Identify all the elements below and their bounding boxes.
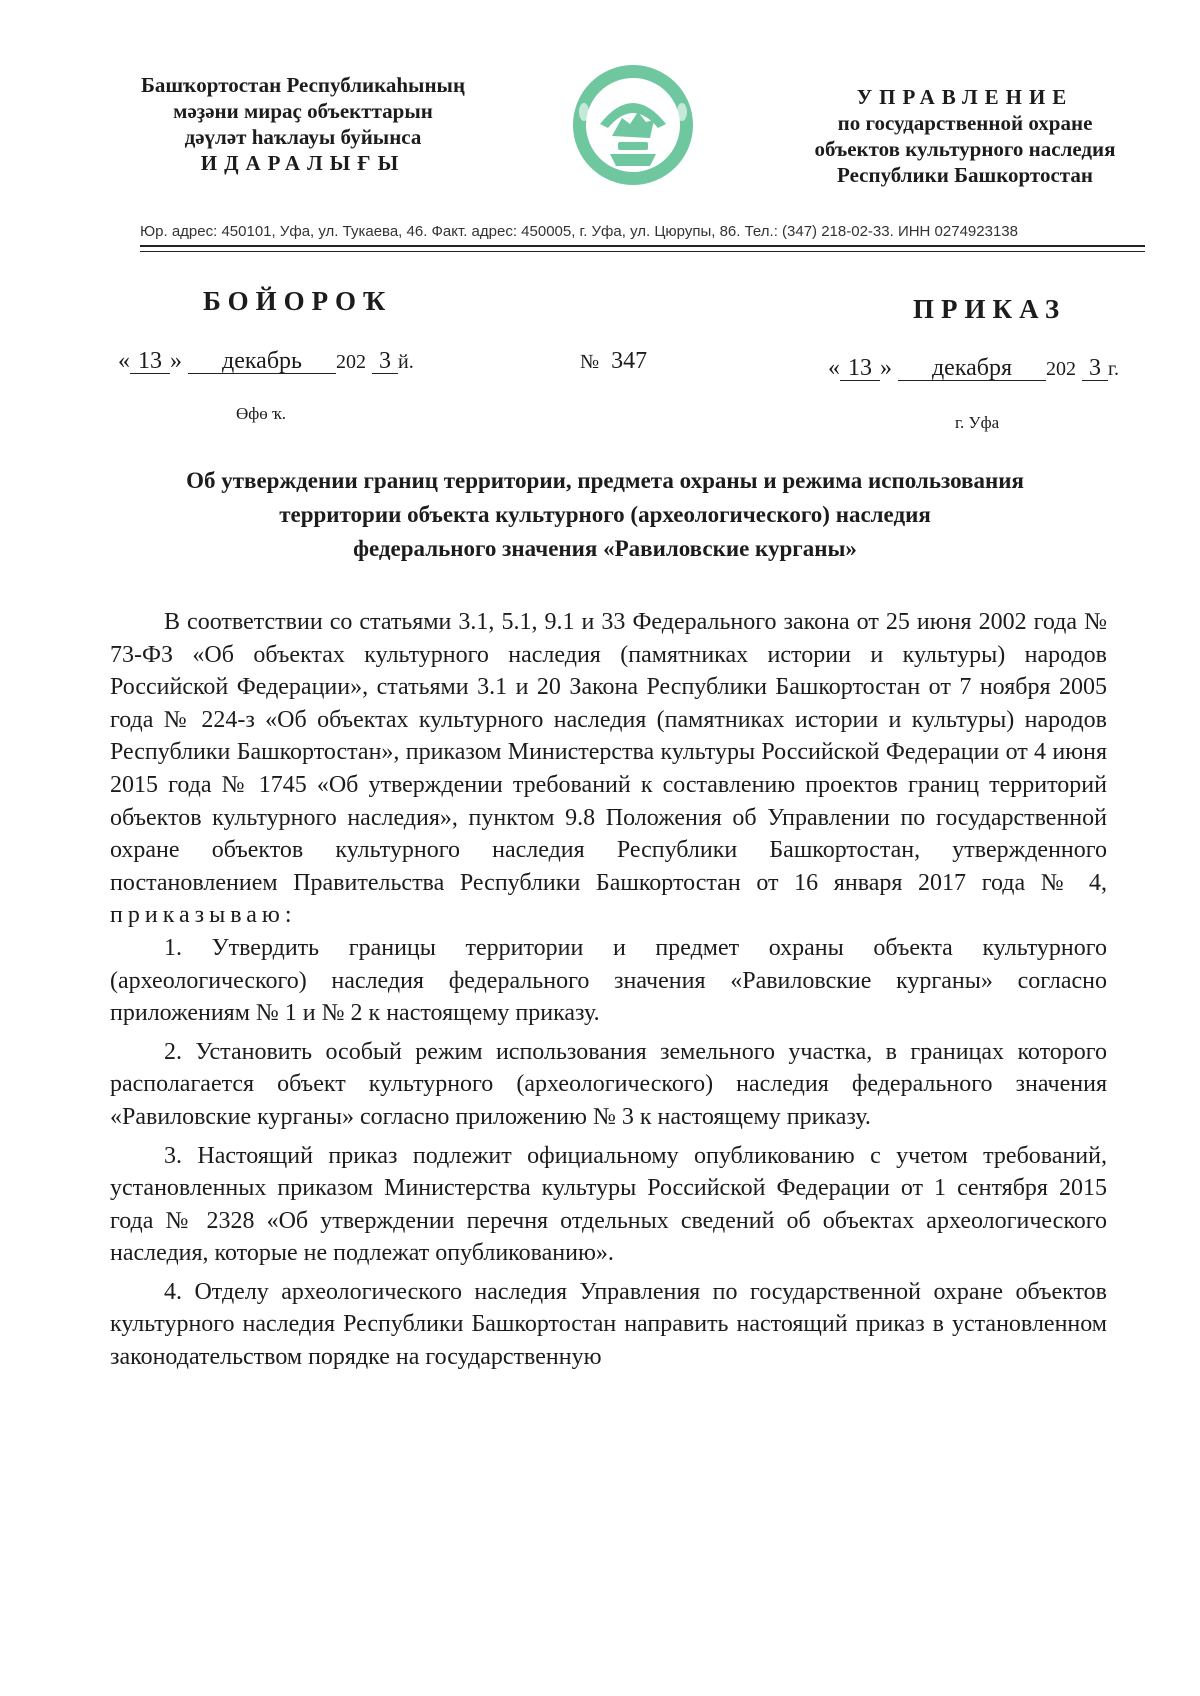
header-left-line-2: мәҙәни мираҫ объекттарын	[173, 99, 433, 123]
document-title-line-3: федерального значения «Равиловские курганы»	[353, 536, 857, 561]
date-ba-close: »	[170, 348, 182, 374]
document-body	[110, 606, 1107, 1374]
date-ba-open: «	[118, 348, 130, 374]
date-ba-year-prefix: 202	[336, 351, 366, 373]
header-divider	[140, 245, 1145, 247]
header-left-line-1: Башҡортостан Республикаһының	[140, 73, 466, 97]
item-1: 1. Утвердить границы территории и предмет охраны объекта культурного (археологического) наследия федерального значения «Равиловские курганы» согласно приложениям № 1 и № 2 к настоящему приказу.	[110, 934, 1107, 1027]
header-divider-thin	[140, 251, 1145, 252]
date-ru	[828, 355, 1119, 382]
order-number-block	[580, 348, 647, 375]
date-ba-year-digit: 3	[372, 349, 398, 374]
date-ba	[118, 348, 414, 375]
date-ru-day: 13	[840, 356, 880, 381]
number-sign: №	[580, 351, 600, 373]
header-right-line-2: по государственной охране	[837, 111, 1093, 135]
order-number: 347	[611, 348, 648, 374]
date-ba-day: 13	[130, 349, 170, 374]
order-title-ru: ПРИКАЗ	[913, 294, 1067, 324]
date-ba-month: декабрь	[188, 349, 336, 374]
item-4: 4. Отделу археологического наследия Управления по государственной охране объектов культурного наследия Республики Башкортостан направить настоящий приказ в установленном законодательством порядке на государственную	[110, 1278, 1107, 1371]
date-ba-suffix: й.	[398, 351, 414, 373]
date-ru-year-prefix: 202	[1046, 358, 1076, 380]
date-ru-year-digit: 3	[1082, 356, 1108, 381]
coat-of-arms-emblem	[570, 62, 696, 188]
date-ru-month: декабря	[898, 356, 1046, 381]
city-ru: г. Уфа	[955, 413, 1000, 432]
header-left-block	[118, 72, 488, 176]
document-title-line-2: территории объекта культурного (археологического) наследия	[279, 502, 931, 527]
order-title-ba: БОЙОРОҠ	[203, 286, 393, 316]
header-right-line-1: УПРАВЛЕНИЕ	[856, 85, 1074, 109]
address-line: Юр. адрес: 450101, Уфа, ул. Тукаева, 46. Факт. адрес: 450005, г. Уфа, ул. Цюрупы, 86. Тел.: (347) 218-02-33. ИНН 0274923138	[140, 223, 1018, 240]
preamble-paragraph	[110, 606, 1107, 932]
header-right-block	[790, 84, 1140, 188]
header-left-line-3: дәүләт һаҡлауы буйынса	[184, 125, 422, 149]
date-ru-close: »	[880, 355, 892, 381]
header-left-line-4: ИДАРАЛЫҒЫ	[200, 151, 406, 175]
document-title-line-1: Об утверждении границ территории, предмета охраны и режима использования	[186, 468, 1024, 493]
item-3: 3. Настоящий приказ подлежит официальному опубликованию с учетом требований, установленных приказом Министерства культуры Российской Федерации от 1 сентября 2015 года № 2328 «Об утверждении перечня отдельных сведений об объектах археологического наследия, которые не подлежат опубликованию».	[110, 1142, 1107, 1267]
date-ru-open: «	[828, 355, 840, 381]
header-right-line-4: Республики Башкортостан	[837, 163, 1093, 187]
document-title	[110, 464, 1100, 566]
preamble-text: В соответствии со статьями 3.1, 5.1, 9.1 и 33 Федерального закона от 25 июня 2002 года № 73-ФЗ «Об объектах культурного наследия (памятниках истории и культуры) народов Российской Федерации», статьями 3.1 и 20 Закона Республики Башкортостан от 7 ноября 2005 года № 224-з «Об объектах культурного наследия (памятниках истории и культуры) народов Республики Башкортостан», приказом Министерства культуры Российской Федерации от 4 июня 2015 года № 1745 «Об утверждении требований к составлению проектов границ территорий объектов культурного наследия», пунктом 9.8 Положения об Управлении по государственной охране объектов культурного наследия Республики Башкортостан, утвержденного постановлением Правительства Республики Башкортостан от 16 января 2017 года № 4,	[110, 609, 1107, 896]
city-ba: Өфө ҡ.	[236, 404, 287, 423]
order-word: приказываю:	[110, 902, 297, 929]
date-ru-suffix: г.	[1108, 358, 1119, 380]
emblem-icon	[570, 62, 696, 188]
item-2: 2. Установить особый режим использования земельного участка, в границах которого располагается объект культурного (археологического) наследия федерального значения «Равиловские курганы» согласно приложению № 3 к настоящему приказу.	[110, 1038, 1107, 1130]
header-right-line-3: объектов культурного наследия	[814, 137, 1116, 161]
